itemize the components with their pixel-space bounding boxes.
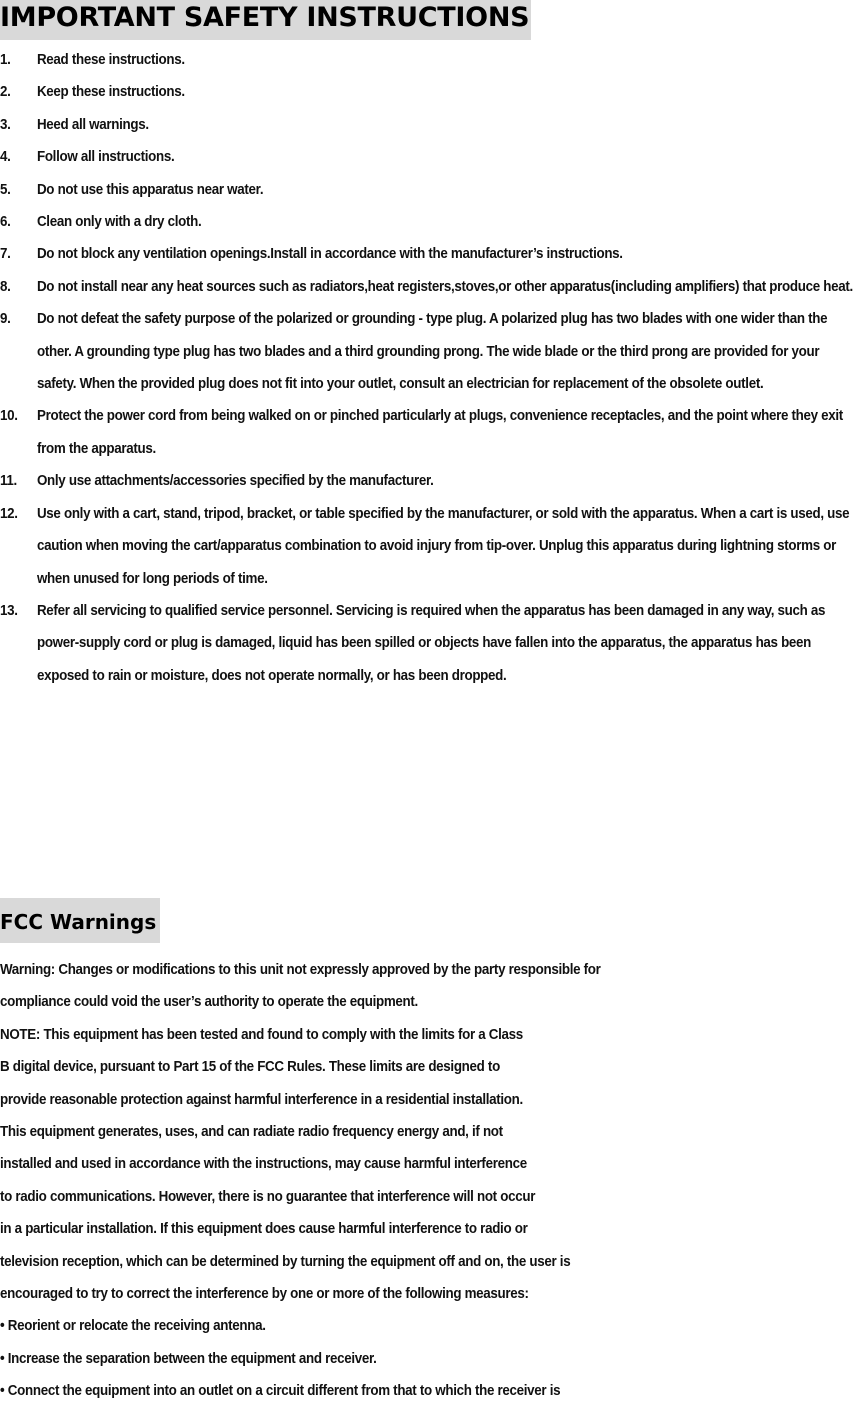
list-item (0, 174, 858, 206)
list-item (0, 76, 858, 108)
safety-heading: IMPORTANT SAFETY INSTRUCTIONS (0, 0, 531, 40)
fcc-line: This equipment generates, uses, and can radiate radio frequency energy and, if not (0, 1123, 503, 1141)
item-text: Do not install near any heat sources such as radiators,heat registers,stoves,or other apparatus(including amplifiers) that produce heat. (36, 277, 853, 295)
item-text: Protect the power cord from being walked on or pinched particularly at plugs, convenience receptacles, and the point where they exit from the apparatus. (36, 407, 843, 457)
item-text: Do not use this apparatus near water. (36, 180, 264, 198)
item-number: 5. (0, 180, 11, 198)
item-text: Keep these instructions. (36, 83, 185, 101)
item-number: 12. (0, 504, 18, 522)
fcc-line: to radio communications. However, there is no guarantee that interference will not occur (0, 1187, 536, 1205)
item-number: 8. (0, 277, 11, 295)
fcc-line: compliance could void the user’s authority to operate the equipment. (0, 993, 418, 1011)
list-item (0, 238, 858, 270)
list-item (0, 109, 858, 141)
fcc-line: Warning: Changes or modifications to this unit not expressly approved by the party responsible for (0, 961, 601, 978)
item-number: 2. (0, 83, 11, 101)
list-item (0, 303, 858, 400)
list-item (0, 44, 858, 76)
item-text: Clean only with a dry cloth. (36, 213, 202, 231)
fcc-line: encouraged to try to correct the interference by one or more of the following measures: (0, 1285, 529, 1303)
list-item (0, 141, 858, 173)
item-text: Refer all servicing to qualified service personnel. Servicing is required when the apparatus has been damaged in any way, such as power-supply cord or plug is damaged, liquid has been spilled or objects have fallen into the apparatus, the apparatus has been exposed to rain or moisture, does not operate normally, or has been dropped. (36, 601, 826, 684)
item-text: Heed all warnings. (36, 115, 149, 133)
item-text: Do not defeat the safety purpose of the polarized or grounding - type plug. A polarized plug has two blades with one wider than the other. A grounding type plug has two blades and a third grounding prong. The wide blade or the third prong are provided for your safety. When the provided plug does not fit into your outlet, consult an electrician for replacement of the obsolete outlet. (36, 310, 828, 393)
fcc-line: provide reasonable protection against harmful interference in a residential installation. (0, 1090, 523, 1108)
list-item (0, 400, 858, 465)
item-number: 9. (0, 310, 11, 328)
item-number: 13. (0, 601, 18, 619)
item-number: 7. (0, 245, 11, 263)
fcc-line: installed and used in accordance with the instructions, may cause harmful interference (0, 1155, 527, 1173)
list-item (0, 465, 858, 497)
item-number: 1. (0, 51, 11, 68)
item-text: Do not block any ventilation openings.Install in accordance with the manufacturer’s instructions. (36, 245, 623, 263)
item-number: 10. (0, 407, 18, 425)
fcc-line: B digital device, pursuant to Part 15 of the FCC Rules. These limits are designed to (0, 1058, 500, 1076)
fcc-bullet-line: • Increase the separation between the equipment and receiver. (0, 1349, 377, 1367)
safety-instructions-list (0, 44, 858, 692)
fcc-warning-text (0, 954, 858, 1408)
item-text: Follow all instructions. (36, 148, 175, 166)
list-item (0, 271, 858, 303)
list-item (0, 595, 858, 692)
item-number: 3. (0, 115, 11, 133)
fcc-bullet-line: • Connect the equipment into an outlet on a circuit different from that to which the receiver is (0, 1382, 561, 1400)
fcc-heading: FCC Warnings (0, 898, 160, 943)
list-item (0, 206, 858, 238)
item-text: Use only with a cart, stand, tripod, bracket, or table specified by the manufacturer, or sold with the apparatus. When a cart is used, use caution when moving the cart/apparatus combination to avoid injury from tip-over. Unplug this apparatus during lightning storms or when unused for long periods of time. (36, 504, 850, 587)
item-number: 4. (0, 148, 11, 166)
fcc-bullet-line: • Reorient or relocate the receiving antenna. (0, 1317, 266, 1335)
list-item (0, 498, 858, 595)
item-number: 6. (0, 213, 11, 231)
fcc-line: NOTE: This equipment has been tested and found to comply with the limits for a Class (0, 1025, 523, 1043)
fcc-line: in a particular installation. If this equipment does cause harmful interference to radio or (0, 1220, 528, 1238)
item-text: Only use attachments/accessories specified by the manufacturer. (36, 472, 434, 490)
item-number: 11. (0, 472, 17, 490)
item-text: Read these instructions. (36, 51, 185, 68)
fcc-line: television reception, which can be determined by turning the equipment off and on, the user is (0, 1252, 571, 1270)
